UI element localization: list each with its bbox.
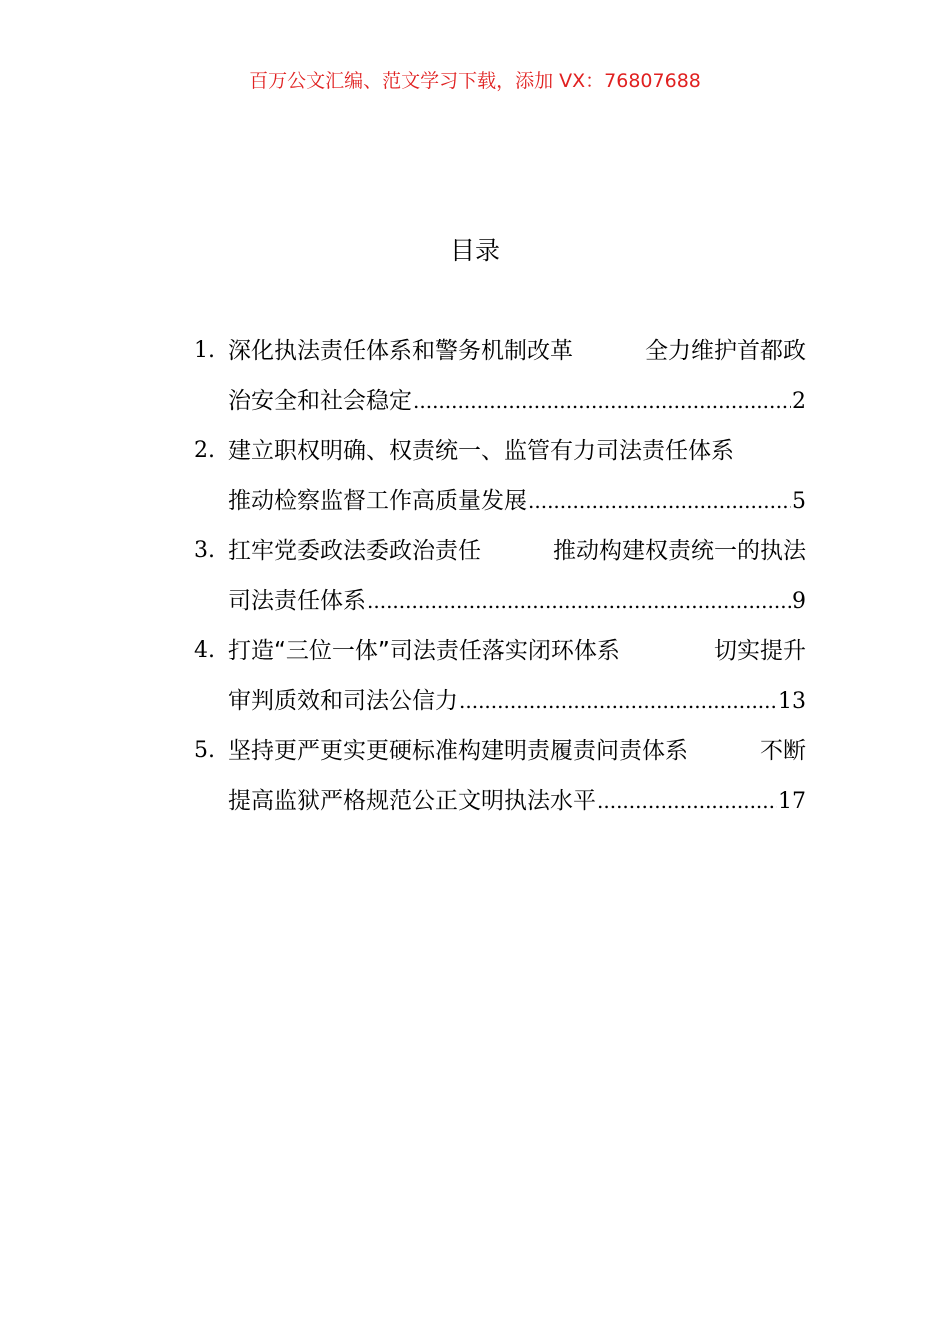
- toc-entry-title-part-b: 推动构建权责统一的执法: [553, 538, 806, 564]
- toc-entry-page-number: 5: [792, 489, 806, 514]
- toc-entry-title-line2: [228, 476, 806, 526]
- toc-entry-title-line2: [228, 376, 806, 426]
- toc-entry-title-part-b: 切实提升: [714, 638, 806, 664]
- toc-entry[interactable]: [190, 726, 806, 826]
- toc-dot-leader: [459, 676, 777, 726]
- toc-entry-title-part-a: 打造“三位一体”司法责任落实闭环体系: [228, 638, 620, 664]
- toc-entry-title-line1: [228, 626, 806, 676]
- toc-entry-title-line2: [228, 676, 806, 726]
- toc-entry[interactable]: [190, 526, 806, 626]
- toc-entry-title-line1: [228, 526, 806, 576]
- toc-entry-title-continuation: 提高监狱严格规范公正文明执法水平: [228, 788, 596, 814]
- toc-entry-title-part-a: 建立职权明确、权责统一、监管有力司法责任体系: [228, 438, 734, 464]
- toc-entry-title-continuation: 司法责任体系: [228, 588, 366, 614]
- toc-entry-title-line1: [228, 426, 806, 476]
- toc-entry-title-line2: [228, 576, 806, 626]
- header-watermark-note: 百万公文汇编、范文学习下载，添加 VX：76807688: [249, 70, 701, 92]
- toc-entry-title-line1: [228, 326, 806, 376]
- toc-entry-title-line2: [228, 776, 806, 826]
- toc-entry-title-part-b: 不断: [760, 738, 806, 764]
- toc-entry-number: 3.: [194, 538, 215, 563]
- toc-entry-title-continuation: 治安全和社会稳定: [228, 388, 412, 414]
- toc-entry-title-part-a: 扛牢党委政法委政治责任: [228, 538, 481, 564]
- toc-entry-title-continuation: 推动检察监督工作高质量发展: [228, 488, 527, 514]
- toc-entry-number: 2.: [194, 438, 215, 463]
- toc-entry-page-number: 17: [778, 789, 806, 814]
- toc-entry-number: 5.: [194, 738, 215, 763]
- toc-entry-page-number: 13: [778, 689, 806, 714]
- toc-entry[interactable]: [190, 326, 806, 426]
- toc-list: [190, 326, 806, 826]
- toc-dot-leader: [528, 476, 791, 526]
- toc-entry-title-continuation: 审判质效和司法公信力: [228, 688, 458, 714]
- toc-entry[interactable]: [190, 426, 806, 526]
- toc-entry[interactable]: [190, 626, 806, 726]
- toc-dot-leader: [367, 576, 791, 626]
- toc-entry-number: 1.: [194, 338, 215, 363]
- toc-entry-page-number: 2: [792, 389, 806, 414]
- toc-entry-title-part-a: 坚持更严更实更硬标准构建明责履责问责体系: [228, 738, 688, 764]
- toc-dot-leader: [597, 776, 777, 826]
- toc-entry-number: 4.: [194, 638, 215, 663]
- toc-entry-title-part-b: 全力维护首都政: [645, 338, 806, 364]
- toc-entry-title-line1: [228, 726, 806, 776]
- toc-title: 目录: [449, 236, 500, 265]
- toc-entry-page-number: 9: [792, 589, 806, 614]
- toc-dot-leader: [413, 376, 791, 426]
- toc-entry-title-part-a: 深化执法责任体系和警务机制改革: [228, 338, 573, 364]
